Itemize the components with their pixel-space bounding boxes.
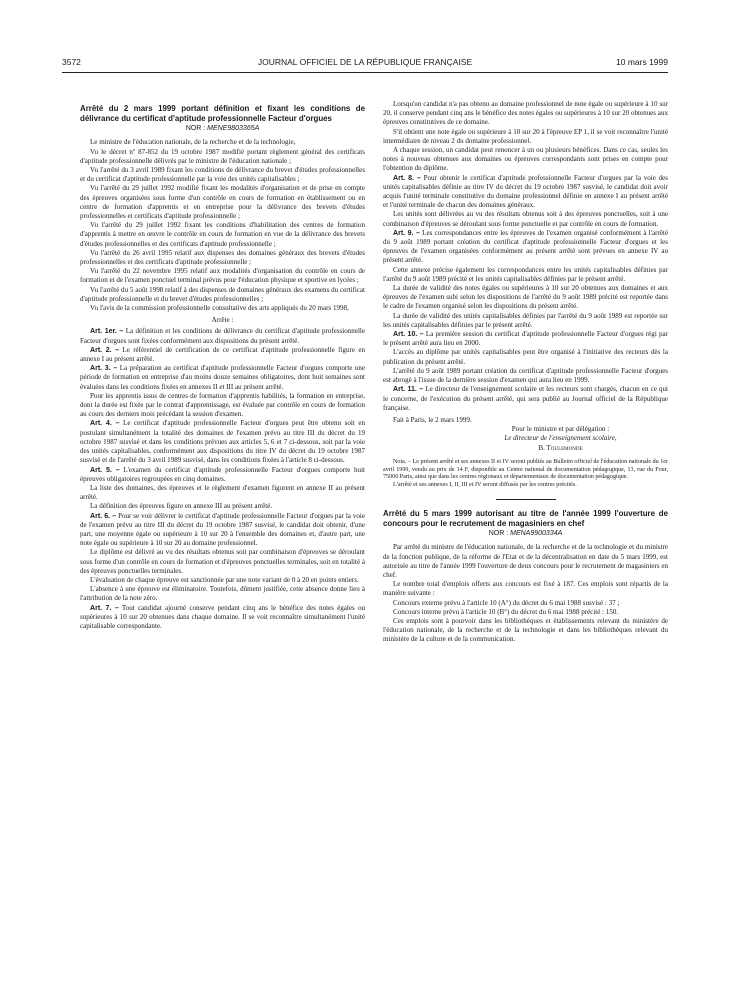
article-paragraph: L'absence à une épreuve est éliminatoire. Toutefois, dûment justifiée, cette absence donne lieu à l'attribution de la note zéro.	[80, 585, 365, 603]
page-header	[62, 57, 668, 71]
nor-code-2: MENA9900334A	[510, 530, 563, 538]
article-paragraph	[80, 512, 365, 549]
visa-paragraph: Vu l'arrêté du 5 août 1998 relatif à des dispenses de domaines généraux des examens du certificat d'aptitude professionnelle et du brevet d'études professionnelles ;	[80, 285, 365, 303]
signature-name: B. Toulemonde	[538, 443, 583, 452]
visa-paragraph: Vu l'arrêté du 29 juillet 1992 fixant les conditions d'habilitation des centres de formation d'apprentis à mettre en œuvre le contrôle en cours de formation en vue de la délivrance des brevets d'études professionnelles et des certificats d'aptitude professionnelle ;	[80, 221, 365, 248]
article-paragraph: Cette annexe précise également les correspondances entre les unités capitalisables définies par l'arrêté du 9 août 1989 précité et les unités capitalisables définies par le présent arrêté.	[383, 265, 668, 283]
nor-line-2	[383, 529, 668, 538]
nota-paragraph: L'arrêté et ses annexes I, II, III et IV seront diffusés par les centres précités.	[393, 482, 577, 489]
article-paragraph	[80, 419, 365, 465]
decree2-paragraph: Concours interne prévu à l'article 10 (B°) du décret du 6 mai 1988 précité : 150.	[393, 607, 619, 616]
visa-paragraph: Vu l'avis de la commission professionnelle consultative des arts appliqués du 20 mars 1998,	[90, 304, 349, 313]
article-paragraph: A chaque session, un candidat peut renoncer à un ou plusieurs bénéfices. Dans ce cas, seules les notes à nouveau obtenues aux domaines ou épreuves correspondants sont prises en compte pour l'obtention du diplôme.	[383, 146, 668, 173]
article-text: La préparation au certificat d'aptitude professionnelle Facteur d'orgues comporte une période de formation en entreprise d'au moins douze semaines obligatoires, dont huit semaines sont évaluées dans les conditions fixées en annexes II et III au présent arrêté.	[80, 364, 365, 391]
article-text: Le directeur de l'enseignement scolaire et les recteurs sont chargés, chacun en ce qui le concerne, de l'exécution du présent arrêté, qui sera publié au Journal officiel de la République française.	[383, 385, 668, 412]
article-paragraph	[383, 385, 668, 413]
signature-delegation: Pour le ministre et par délégation :	[511, 425, 610, 434]
nota-paragraph: Nota. – Le présent arrêté et ses annexes II et IV seront publiés au Bulletin officiel de l'éducation nationale du 1er avril 1999, vendu au prix de 14 F, disponible au Centre national de documentation pédagogique, 13, rue du Four, 75006 Paris, ainsi que dans les centres régionaux et départementaux de documentation pédagogique.	[383, 458, 668, 481]
article-label: Art. 5. –	[90, 466, 120, 474]
article-paragraph: Lorsqu'un candidat n'a pas obtenu au domaine professionnel de note égale ou supérieure à 10 sur 20, il conserve pendant cinq ans le bénéfice des notes égales ou supérieures à 10 sur 20 obtenues aux épreuves constitutives de ce domaine.	[383, 100, 668, 127]
article-text: Le certificat d'aptitude professionnelle Facteur d'orgues peut être obtenu soit en postulant simultanément la totalité des domaines de l'examen prévu au titre III du décret du 19 octobre 1987 susvisé et dans les conditions prévues aux articles 5, 6 et 7 ci-dessous, soit par la voie des unités capitalisables, conformément aux dispositions du titre IV du décret du 19 octobre 1987 susvisé et de l'arrêté du 3 avril 1989 susvisé, dans les conditions fixées à l'article 8 ci-dessous.	[80, 419, 366, 465]
visa-paragraph: Vu l'arrêté du 29 juillet 1992 modifié fixant les modalités d'organisation et de prise en compte des épreuves organisées sous forme d'un contrôle en cours de formation en établissement ou en centre de formation d'apprentis et en entreprise pour la délivrance des brevets d'études professionnelles et certificats d'aptitude professionnelle ;	[80, 184, 365, 221]
article-paragraph: Pour les apprentis issus de centres de formation d'apprentis habilités, la formation en entreprise, dont la durée est fixée par le contrat d'apprentissage, est évaluée par contrôle en cours de formation au cours des derniers mois précédant la session d'examen.	[80, 391, 365, 419]
article-paragraph: La liste des domaines, des épreuves et le règlement d'examen figurent en annexe II au présent arrêté.	[80, 483, 365, 502]
decree2-paragraph: Par arrêté du ministre de l'éducation nationale, de la recherche et de la technologie et du ministre de la fonction publique, de la réforme de l'Etat et de la décentralisation en date du 5 mars 1999, est autorisée au titre de l'année 1999 l'ouverture de deux concours pour le recrutement de magasiniers en chef.	[383, 543, 668, 579]
visa-paragraph: Le ministre de l'éducation nationale, de la recherche et de la technologie,	[90, 138, 296, 147]
article-paragraph: La définition des épreuves figure en annexe III au présent arrêté.	[90, 502, 273, 511]
article-paragraph: Les unités sont délivrées au vu des résultats obtenus soit à des épreuves ponctuelles, soit à une combinaison d'épreuves se déroulant sous forme ponctuelle et par contrôle en cours de formation.	[383, 210, 668, 228]
article-paragraph	[80, 346, 365, 364]
articles-right	[383, 100, 668, 413]
article-text: Les correspondances entre les épreuves de l'examen organisé conformément à l'arrêté du 9 août 1989 portant création du certificat d'aptitude professionnelle Facteur d'orgues et les épreuves de l'examen organisées conformément au présent arrêté sont prévues en annexe IV au présent arrêté.	[383, 228, 668, 265]
articles-left	[80, 327, 365, 631]
visa-paragraph: Vu l'arrêté du 26 avril 1995 relatif aux dispenses des domaines généraux des brevets d'études professionnelles et des certificats d'aptitude professionnelle ;	[80, 248, 365, 267]
article-text: Le référentiel de certification de ce certificat d'aptitude professionnelle figure en annexe I au présent arrêté.	[80, 345, 365, 364]
article-label: Art. 3. –	[90, 365, 118, 373]
article-paragraph: L'évaluation de chaque épreuve est sanctionnée par une note variant de 0 à 20 en points entiers.	[90, 575, 359, 584]
article-text: Tout candidat ajourné conserve pendant cinq ans le bénéfice des notes égales ou supérieures à 10 sur 20 obtenues dans chaque domaine. Il se voit reconnaître simultanément l'unité capitalisable correspondante.	[80, 603, 365, 630]
article-paragraph	[80, 364, 365, 392]
nor-label: NOR :	[185, 125, 206, 133]
article-paragraph	[383, 174, 668, 211]
signature-place-date: Fait à Paris, le 2 mars 1999.	[393, 415, 472, 424]
visa-paragraph: Vu l'arrêté du 3 avril 1989 fixant les conditions de délivrance du brevet d'études professionnelles et du certificat d'aptitude professionnelle par la voie des unités capitalisables ;	[80, 166, 365, 184]
left-column	[80, 100, 365, 631]
article-paragraph: Le diplôme est délivré au vu des résultats obtenus soit par combinaison d'épreuves se déroulant sous forme d'un contrôle en cours de formation et d'épreuves ponctuelles terminales, soit en totalité à des épreuves ponctuelles terminales.	[80, 548, 365, 575]
article-label: Art. 10. –	[393, 331, 424, 339]
article-label: Art. 9. –	[393, 229, 420, 237]
article-label: Art. 2. –	[90, 346, 120, 354]
visas-list	[80, 138, 365, 313]
article-paragraph	[383, 330, 668, 348]
article-label: Art. 4. –	[90, 420, 120, 428]
visa-paragraph: Vu le décret nº 87-852 du 19 octobre 1987 modifié portant règlement général des certificats d'aptitude professionnelle délivrés par le ministre de l'éducation nationale ;	[80, 147, 365, 165]
issue-date: 10 mars 1999	[616, 57, 668, 67]
article-paragraph: L'arrêté du 9 août 1989 portant création du certificat d'aptitude professionnelle Facteur d'orgues est abrogé à l'issue de la dernière session d'examen qui aura lieu en 1999.	[383, 366, 668, 385]
page-number: 3572	[62, 57, 81, 67]
decree-title: Arrêté du 2 mars 1999 portant définition et fixant les conditions de délivrance du certificat d'aptitude professionnelle Facteur d'orgues	[80, 104, 365, 123]
article-label: Art. 11. –	[393, 386, 424, 394]
arrete-heading: Arrête :	[211, 316, 234, 325]
article-paragraph: La durée de validité des notes égales ou supérieures à 10 sur 20 obtenues aux domaines et aux épreuves de l'examen subi selon les dispositions de l'arrêté du 9 août 1989 précité est reportée dans le cadre de l'examen organisé selon les dispositions du présent arrêté.	[383, 284, 668, 311]
nota-block	[383, 459, 668, 490]
article-label: Art. 1er. –	[90, 328, 124, 336]
section-separator	[496, 499, 556, 500]
decree2-body	[383, 543, 668, 644]
decree2-paragraph: Concours externe prévu à l'article 10 (A°) du décret du 6 mai 1988 susvisé : 37 ;	[393, 598, 620, 607]
article-text: La première session du certificat d'aptitude professionnelle Facteur d'orgues régi par le présent arrêté aura lieu en 2000.	[383, 330, 668, 348]
article-text: L'examen du certificat d'aptitude professionnelle Facteur d'orgues comporte huit épreuves obligatoires regroupées en cinq domaines.	[80, 465, 365, 483]
decree2-title: Arrêté du 5 mars 1999 autorisant au titre de l'année 1999 l'ouverture de concours pour le recrutement de magasiniers en chef	[383, 508, 668, 528]
visa-paragraph: Vu l'arrêté du 22 novembre 1995 relatif aux modalités d'organisation du contrôle en cours de formation et de l'examen ponctuel terminal prévus pour l'éducation physique et sportive en lycées ;	[80, 267, 365, 285]
article-label: Art. 6. –	[90, 512, 117, 520]
article-label: Art. 7. –	[90, 604, 119, 612]
decree2-paragraph: Ces emplois sont à pourvoir dans les bibliothèques et établissements relevant du ministère de l'éducation nationale, de la recherche et de la technologie et dans les bibliothèques relevant du ministère de la culture et de la communication.	[383, 616, 668, 644]
article-text: Pour obtenir le certificat d'aptitude professionnelle Facteur d'orgues par la voie des unités capitalisables définie au titre IV du décret du 19 octobre 1987 susvisé, le candidat doit avoir acquis l'unité terminale constitutive du domaine professionnel définie en annexe I au présent arrêté et l'unité terminale de chacun des domaines généraux.	[383, 173, 668, 210]
article-paragraph: La durée de validité des unités capitalisables définies par l'arrêté du 9 août 1989 est reportée sur les unités capitalisables définies par le présent arrêté.	[383, 311, 668, 329]
signature-role: Le directeur de l'enseignement scolaire,	[504, 434, 617, 443]
signature-block	[383, 416, 668, 453]
article-paragraph	[80, 327, 365, 345]
journal-title: JOURNAL OFFICIEL DE LA RÉPUBLIQUE FRANÇAISE	[257, 57, 473, 67]
nor-label-2: NOR :	[488, 530, 509, 538]
article-paragraph	[383, 229, 668, 266]
header-rule	[62, 72, 668, 73]
article-text: La définition et les conditions de délivrance du certificat d'aptitude professionnelle Facteur d'orgues sont fixées conformément aux dispositions du présent arrêté.	[80, 327, 365, 345]
article-text: Pour se voir délivrer le certificat d'aptitude professionnelle Facteur d'orgues par la voie de l'examen prévu au titre III du décret du 19 octobre 1987 susvisé, le candidat doit obtenir, d'une part, une moyenne égale ou supérieure à 10 sur 20 à l'ensemble des domaines et, d'autre part, une note égale ou supérieure à 10 sur 20 au domaine professionnel.	[80, 511, 365, 548]
article-label: Art. 8. –	[393, 174, 421, 182]
right-column	[383, 100, 668, 645]
article-paragraph	[80, 466, 365, 484]
nor-line	[80, 124, 365, 133]
decree2-paragraph: Le nombre total d'emplois offerts aux concours est fixé à 187. Ces emplois sont répartis de la manière suivante :	[383, 580, 668, 598]
nor-code: MENE9803365A	[207, 125, 260, 133]
article-paragraph: L'accès au diplôme par unités capitalisables peut être organisé à l'initiative des recteurs dès la publication du présent arrêté.	[383, 348, 668, 366]
article-paragraph: S'il obtient une note égale ou supérieure à 10 sur 20 à l'épreuve EP 1, il se voit reconnaître l'unité intermédiaire de niveau 2 du domaine professionnel.	[383, 127, 668, 145]
article-paragraph	[80, 604, 365, 632]
